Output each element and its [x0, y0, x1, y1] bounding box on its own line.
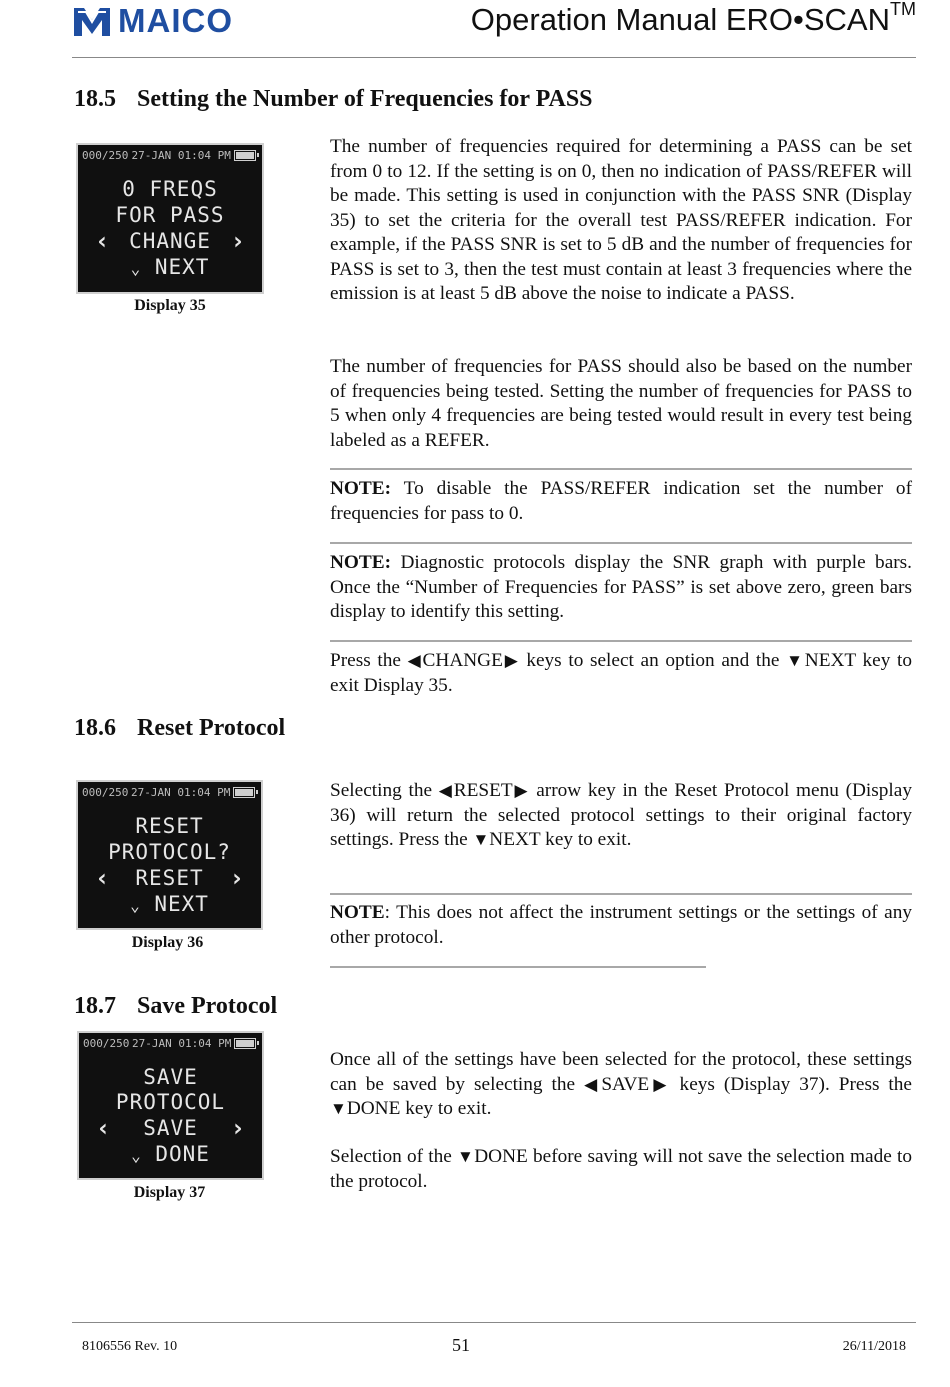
note-label: NOTE: [330, 478, 392, 499]
down-triangle-icon: ▼ [457, 1147, 475, 1166]
battery-icon [234, 1038, 256, 1049]
section-heading-18-7: 18.7 Save Protocol [74, 993, 278, 1019]
display-line: RESET [135, 866, 204, 890]
right-arrow-icon: › [229, 864, 244, 892]
left-arrow-icon: ‹ [95, 864, 110, 892]
device-display-35 [76, 143, 264, 294]
note-rule [330, 893, 912, 895]
display-line: PROTOCOL? [108, 840, 231, 864]
note-rule [330, 468, 912, 470]
status-bar: 000/250 27-JAN 01:04 PM [83, 1037, 258, 1050]
left-triangle-icon: ◀ [407, 651, 423, 670]
maico-logo [72, 4, 233, 38]
down-chevron-icon: ⌄ [130, 259, 142, 278]
section-heading-18-6: 18.6 Reset Protocol [74, 715, 286, 741]
note-rule [330, 542, 912, 544]
display-line: ⌄ NEXT [130, 255, 210, 279]
footer-rule [72, 1322, 916, 1323]
display-line: RESET [135, 814, 204, 838]
display-caption: Display 35 [134, 297, 206, 314]
battery-icon [233, 787, 255, 798]
paragraph: The number of frequencies for PASS should also be based on the number of frequencies being tested. Setting the number of frequencies for PASS to 5 when only 4 frequencies are being tested would result in every test being labeled as a REFER. [330, 356, 912, 451]
paragraph: Once all of the settings have been selected for the protocol, these settings can be saved by selecting the ◀SAVE▶ keys (Display 37). Press the ▼DONE key to exit. [330, 1049, 912, 1119]
down-triangle-icon: ▼ [472, 830, 490, 849]
display-line: ⌄ NEXT [130, 892, 209, 916]
status-bar: 000/250 27-JAN 01:04 PM [82, 149, 258, 162]
display-line: ⌄ DONE [131, 1142, 210, 1166]
right-arrow-icon: › [230, 1114, 245, 1142]
display-line: SAVE [143, 1065, 198, 1089]
down-chevron-icon: ⌄ [130, 896, 141, 915]
left-arrow-icon: ‹ [95, 227, 110, 255]
down-triangle-icon: ▼ [330, 1099, 347, 1118]
display-line: SAVE [143, 1116, 198, 1140]
right-triangle-icon: ▶ [502, 651, 520, 670]
document-title: Operation Manual ERO•SCAN™ [470, 0, 916, 37]
paragraph: Selecting the ◀RESET▶ arrow key in the Reset Protocol menu (Display 36) will return the selected protocol settings to their original factory settings. Press the ▼NEXT key to exit. [330, 780, 912, 850]
left-arrow-icon: ‹ [96, 1114, 111, 1142]
display-line: 0 FREQS [122, 177, 218, 201]
note: NOTE: This does not affect the instrument settings or the settings of any other protocol. [330, 902, 912, 948]
paragraph: The number of frequencies required for determining a PASS can be set from 0 to 12. If the setting is on 0, then no indication of PASS/REFER will be made. This setting is used in conjunction with the PASS SNR (Display 35) to set the criteria for the overall test PASS/REFER indication. For example, if the PASS SNR is set to 5 dB and the number of frequencies for PASS is set to 3, then the test must contain at least 3 frequencies where the emission is at least 5 dB above the noise to indicate a PASS. [330, 136, 912, 304]
display-caption: Display 36 [131, 934, 204, 951]
note: NOTE: Diagnostic protocols display the SNR graph with purple bars. Once the “Number of Frequencies for PASS” is set above zero, green bars display to identify this setting. [330, 552, 912, 622]
logo-text: MAICO [118, 2, 233, 39]
note-rule [330, 640, 912, 642]
page-number: 51 [452, 1335, 470, 1355]
note-label: NOTE: [330, 552, 392, 573]
note: NOTE: To disable the PASS/REFER indication set the number of frequencies for pass to 0. [330, 478, 912, 524]
note-end-rule [330, 966, 706, 968]
display-line: FOR PASS [115, 203, 225, 227]
left-triangle-icon: ◀ [584, 1074, 602, 1094]
note-label: NOTE [330, 902, 385, 923]
instruction: Press the ◀CHANGE▶ keys to select an option and the ▼NEXT key to exit Display 35. [330, 650, 913, 696]
device-display-36 [76, 780, 263, 930]
right-arrow-icon: › [230, 227, 245, 255]
maico-m-icon [72, 4, 112, 38]
display-caption: Display 37 [133, 1184, 206, 1201]
battery-icon [234, 150, 256, 161]
left-triangle-icon: ◀ [438, 781, 454, 800]
status-bar: 000/250 27-JAN 01:04 PM [82, 786, 257, 799]
display-line: PROTOCOL [115, 1090, 226, 1114]
right-triangle-icon: ▶ [649, 1074, 671, 1094]
device-display-37 [77, 1031, 264, 1180]
document-number: 8106556 Rev. 10 [82, 1339, 178, 1354]
paragraph: Selection of the ▼DONE before saving will not save the selection made to the protocol. [330, 1146, 912, 1192]
header-rule [72, 57, 916, 58]
display-line: CHANGE [129, 229, 211, 253]
section-heading-18-5: 18.5 Setting the Number of Frequencies for PASS [74, 86, 593, 112]
document-date: 26/11/2018 [842, 1339, 906, 1354]
trademark-sup: TM [890, 0, 916, 19]
right-triangle-icon: ▶ [512, 781, 530, 800]
down-triangle-icon: ▼ [786, 651, 805, 670]
down-chevron-icon: ⌄ [131, 1146, 142, 1165]
